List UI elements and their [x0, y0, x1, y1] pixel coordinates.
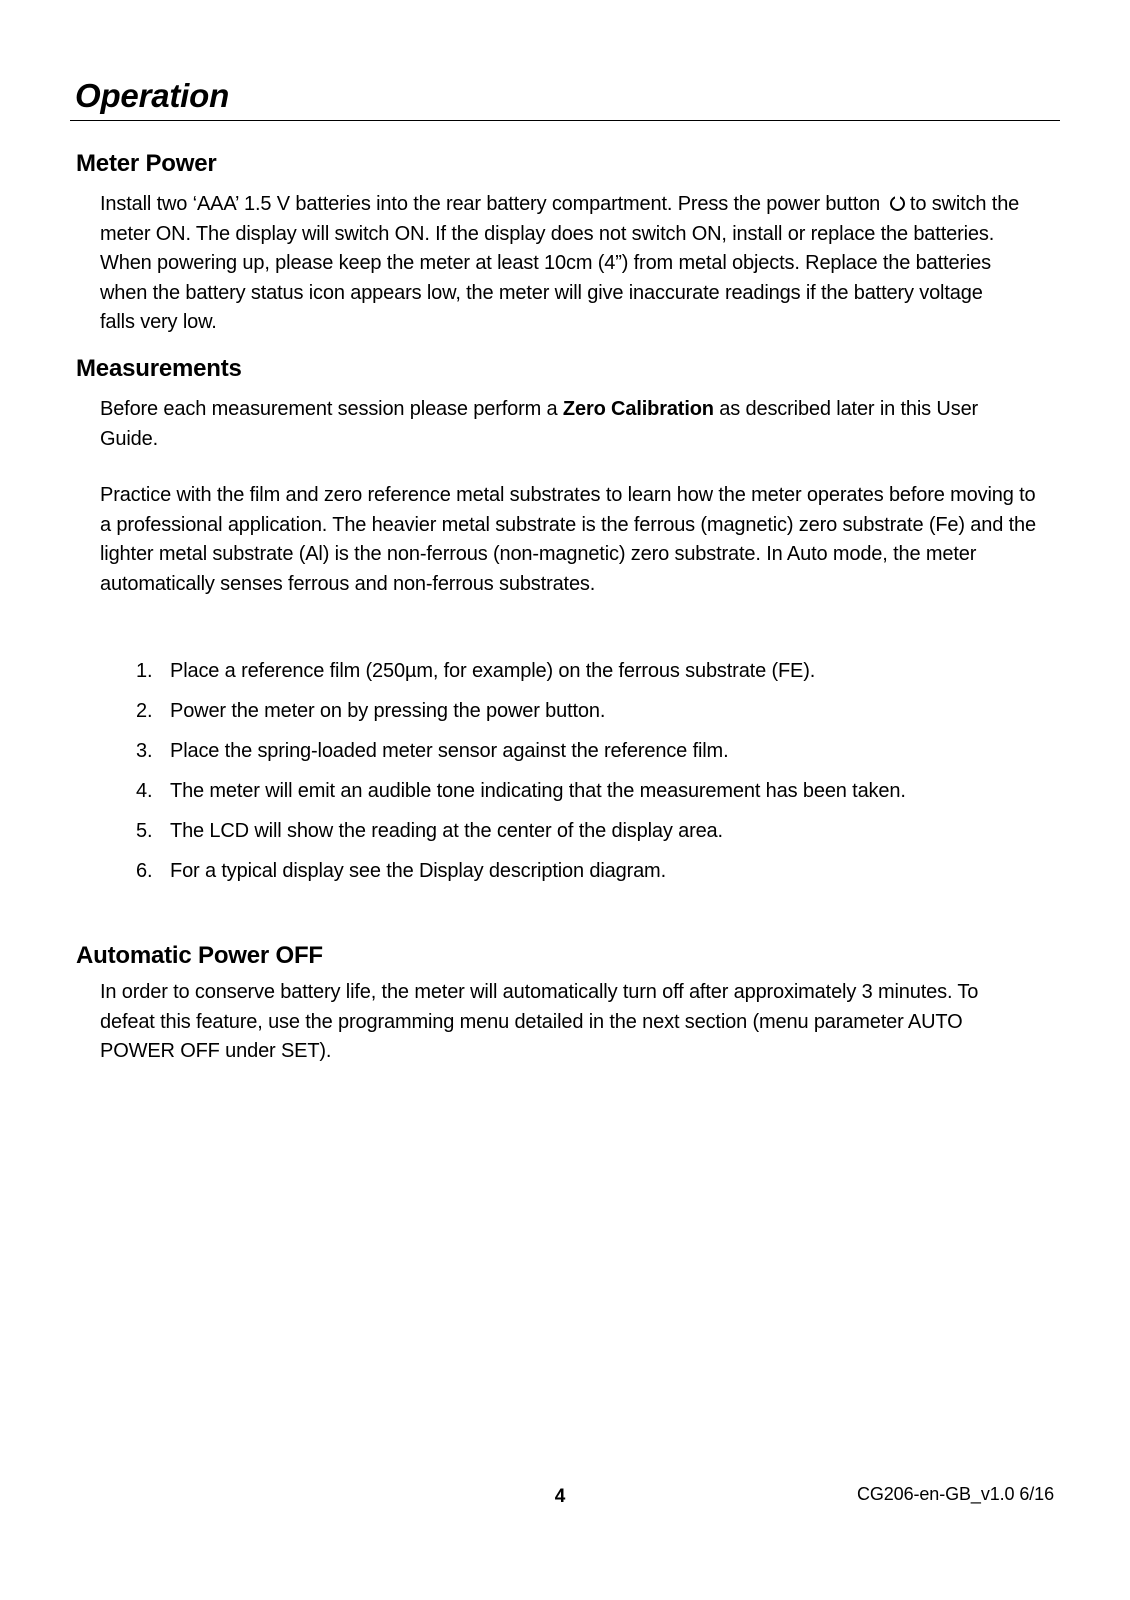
- zero-calibration-term: Zero Calibration: [562, 398, 714, 420]
- step-number: 1.: [136, 660, 153, 682]
- step-number: 6.: [136, 860, 153, 882]
- list-item: [136, 860, 906, 900]
- step-text: For a typical display see the Display description diagram.: [170, 860, 666, 882]
- measurement-steps-list: [136, 660, 906, 900]
- section-heading-meter-power: Meter Power: [76, 150, 217, 177]
- meter-power-paragraph: [100, 190, 1020, 338]
- section-heading-auto-power-off: Automatic Power OFF: [76, 942, 323, 969]
- meter-power-text-before-icon: Install two ‘AAA’ 1.5 V batteries into the rear battery compartment. Press the power button: [100, 193, 881, 215]
- measurements-intro-text-end: as described later in this User Guide.: [100, 398, 979, 450]
- list-item: [136, 740, 906, 780]
- section-heading-measurements: Measurements: [76, 355, 242, 382]
- page-title: Operation: [75, 77, 230, 114]
- page-number: 4: [554, 1486, 566, 1507]
- step-text: The meter will emit an audible tone indicating that the measurement has been taken.: [170, 780, 906, 802]
- step-number: 5.: [136, 820, 153, 842]
- title-divider: [70, 120, 1060, 121]
- measurements-intro-paragraph: [100, 395, 1020, 454]
- power-icon: [890, 196, 905, 211]
- list-item: [136, 700, 906, 740]
- measurements-practice-paragraph: Practice with the film and zero reference metal substrates to learn how the meter operates before moving to a professional application. The heavier metal substrate is the ferrous (magnetic) zero substrate (Fe) and the lighter metal substrate (Al) is the non-ferrous (non-magnetic) zero substrate. In Auto mode, the meter automatically senses ferrous and non-ferrous substrates.: [100, 484, 1036, 595]
- meter-power-text-after-icon: to switch the meter ON. The display will switch ON. If the display does not switch ON, install or replace the batteries. When powering up, please keep the meter at least 10cm (4”) from metal objects. Replace the batteries when the battery status icon appears low, the meter will give inaccurate readings if the battery voltage falls very low.: [100, 193, 1020, 333]
- list-item: [136, 780, 906, 820]
- step-number: 4.: [136, 780, 153, 802]
- step-number: 3.: [136, 740, 153, 762]
- document-code: CG206-en-GB_v1.0 6/16: [856, 1484, 1054, 1504]
- step-text: Place a reference film (250µm, for example) on the ferrous substrate (FE).: [170, 660, 816, 682]
- measurements-intro-text: Before each measurement session please perform a: [100, 398, 563, 420]
- list-item: [136, 660, 906, 700]
- list-item: [136, 820, 906, 860]
- step-text: Place the spring-loaded meter sensor against the reference film.: [170, 740, 729, 762]
- step-text: Power the meter on by pressing the power button.: [170, 700, 606, 722]
- step-text: The LCD will show the reading at the center of the display area.: [170, 820, 723, 842]
- auto-power-off-paragraph: In order to conserve battery life, the meter will automatically turn off after approximately 3 minutes. To defeat this feature, use the programming menu detailed in the next section (menu parameter AUTO POWER OFF under SET).: [100, 981, 979, 1062]
- step-number: 2.: [136, 700, 153, 722]
